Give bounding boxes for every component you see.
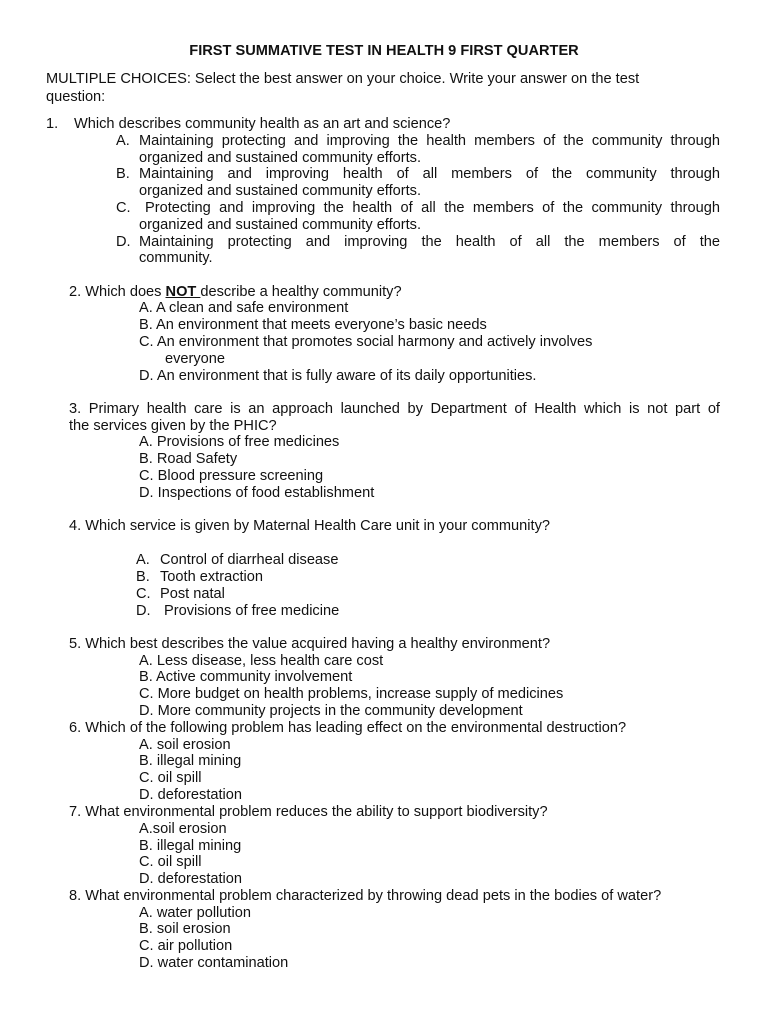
- q6-option-d: D. deforestation: [139, 787, 243, 803]
- q1-b-line-2: organized and sustained community efforts.: [139, 183, 422, 199]
- q4-b-letter: B.: [136, 569, 150, 585]
- q3-stem-line-1: 3. Primary health care is an approach launched by Department of Health which is not part of: [69, 401, 720, 417]
- q2-stem: [69, 284, 402, 301]
- q2-stem-after: describe a healthy community?: [200, 284, 402, 300]
- q1-a-letter: A.: [116, 133, 130, 149]
- q1-stem: Which describes community health as an art and science?: [74, 116, 451, 132]
- q7-option-a: A.soil erosion: [139, 821, 227, 837]
- q6-stem: 6. Which of the following problem has leading effect on the environmental destruction?: [69, 720, 627, 736]
- q7-option-c: C. oil spill: [139, 854, 202, 870]
- q1-c-line-2: organized and sustained community efforts.: [139, 217, 422, 233]
- q4-b-text: Tooth extraction: [160, 569, 264, 585]
- q6-option-a: A. soil erosion: [139, 737, 231, 753]
- q3-stem-line-2: the services given by the PHIC?: [69, 418, 277, 434]
- q7-option-d: D. deforestation: [139, 871, 243, 887]
- page-title: FIRST SUMMATIVE TEST IN HEALTH 9 FIRST QUARTER: [189, 43, 579, 59]
- q1-a-line-2: organized and sustained community efforts.: [139, 150, 422, 166]
- q1-number: 1.: [46, 116, 59, 132]
- q2-option-c-line-2: everyone: [165, 351, 226, 367]
- q1-a-line-1: Maintaining protecting and improving the health members of the community through: [139, 133, 720, 149]
- q5-option-a: A. Less disease, less health care cost: [139, 653, 384, 669]
- q3-option-d: D. Inspections of food establishment: [139, 485, 375, 501]
- instructions-line-1: MULTIPLE CHOICES: Select the best answer on your choice. Write your answer on the test: [46, 71, 640, 87]
- q5-option-c: C. More budget on health problems, increase supply of medicines: [139, 686, 564, 702]
- q2-option-b: B. An environment that meets everyone’s basic needs: [139, 317, 487, 333]
- q2-stem-not-emphasis: NOT: [165, 284, 201, 300]
- q4-c-text: Post natal: [160, 586, 225, 602]
- q4-d-letter: D.: [136, 603, 151, 619]
- q7-option-b: B. illegal mining: [139, 838, 242, 854]
- q1-c-line-1: Protecting and improving the health of all the members of the community through: [145, 200, 720, 216]
- q2-option-a: A. A clean and safe environment: [139, 300, 349, 316]
- q1-d-letter: D.: [116, 234, 131, 250]
- q4-stem: 4. Which service is given by Maternal Health Care unit in your community?: [69, 518, 550, 534]
- q8-stem: 8. What environmental problem characterized by throwing dead pets in the bodies of water?: [69, 888, 662, 904]
- q1-c-letter: C.: [116, 200, 131, 216]
- q1-d-line-2: community.: [139, 250, 213, 266]
- q4-a-text: Control of diarrheal disease: [160, 552, 339, 568]
- q7-stem: 7. What environmental problem reduces the ability to support biodiversity?: [69, 804, 548, 820]
- q2-option-d: D. An environment that is fully aware of its daily opportunities.: [139, 368, 537, 384]
- q1-b-letter: B.: [116, 166, 130, 182]
- q5-option-b: B. Active community involvement: [139, 669, 353, 685]
- q6-option-b: B. illegal mining: [139, 753, 242, 769]
- q3-option-a: A. Provisions of free medicines: [139, 434, 340, 450]
- q3-option-c: C. Blood pressure screening: [139, 468, 324, 484]
- q1-d-line-1: Maintaining protecting and improving the health of all the members of the: [139, 234, 720, 250]
- q5-stem: 5. Which best describes the value acquired having a healthy environment?: [69, 636, 551, 652]
- q8-option-a: A. water pollution: [139, 905, 251, 921]
- q4-c-letter: C.: [136, 586, 151, 602]
- q8-option-b: B. soil erosion: [139, 921, 231, 937]
- q2-option-c-line-1: C. An environment that promotes social harmony and actively involves: [139, 334, 593, 350]
- q6-option-c: C. oil spill: [139, 770, 202, 786]
- q5-option-d: D. More community projects in the community development: [139, 703, 523, 719]
- q2-stem-before: 2. Which does: [69, 284, 166, 300]
- q1-b-line-1: Maintaining and improving health of all members of the community through: [139, 166, 720, 182]
- q4-a-letter: A.: [136, 552, 150, 568]
- q4-d-text: Provisions of free medicine: [164, 603, 340, 619]
- q8-option-d: D. water contamination: [139, 955, 289, 971]
- q3-option-b: B. Road Safety: [139, 451, 238, 467]
- instructions-line-2: question:: [46, 89, 106, 105]
- q8-option-c: C. air pollution: [139, 938, 233, 954]
